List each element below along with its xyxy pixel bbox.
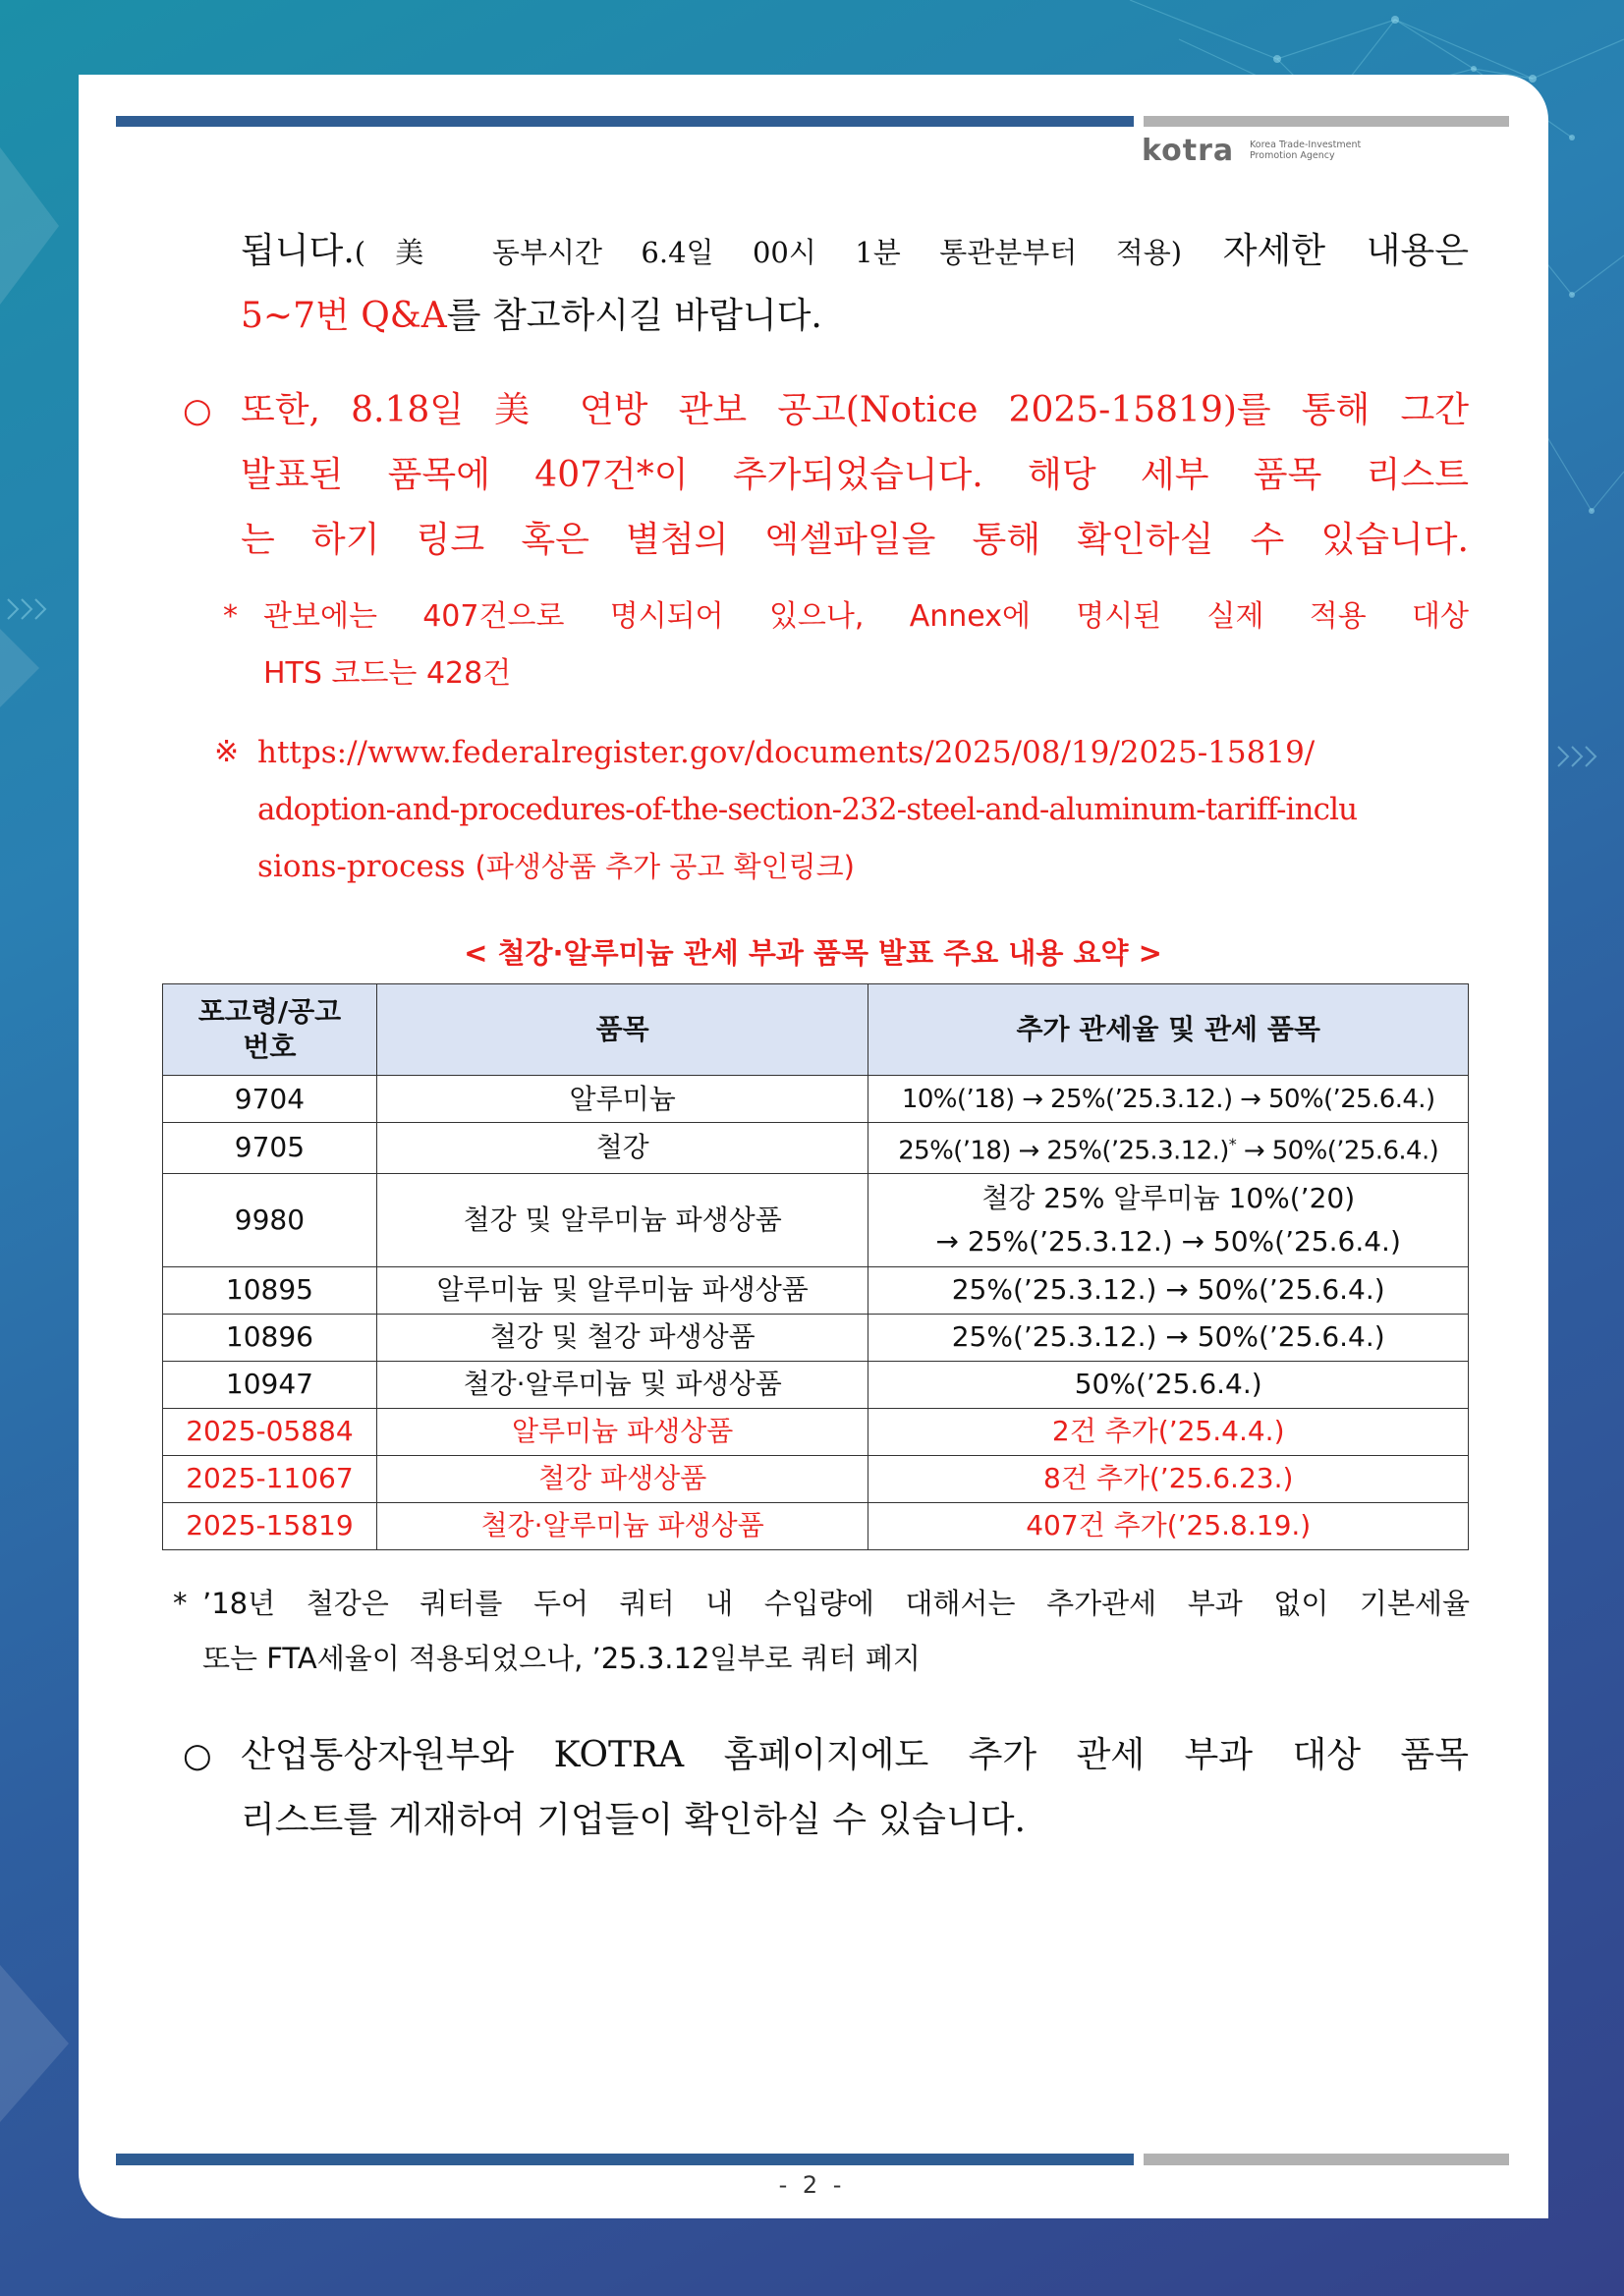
logo-tagline: Korea Trade-Investment Promotion Agency bbox=[1250, 140, 1362, 161]
intro-line-1: 됩니다.(美 동부시간 6.4일 00시 1분 통관분부터 적용) 자세한 내용은 bbox=[241, 231, 1470, 271]
table-row: 9704 알루미늄 10%(’18) → 25%(’25.3.12.) → 50%(’25.6.4.) bbox=[163, 1076, 1469, 1123]
header-proclamation-no: 포고령/공고 번호 bbox=[163, 984, 377, 1076]
footer-rule-gray bbox=[1144, 2154, 1509, 2165]
header-rule-gray bbox=[1144, 116, 1509, 127]
table-title: < 철강·알루미늄 관세 부과 품목 발표 주요 내용 요약 > bbox=[464, 936, 1162, 970]
note-407-line-2: HTS 코드는 428건 bbox=[263, 656, 512, 691]
table-row: 2025-05884 알루미늄 파생상품 2건 추가(’25.4.4.) bbox=[163, 1408, 1469, 1455]
table-row: 10896 철강 및 철강 파생상품 25%(’25.3.12.) → 50%(’25.6.4.) bbox=[163, 1314, 1469, 1361]
footnote-line-2: 또는 FTA세율이 적용되었으나, ’25.3.12일부로 쿼터 폐지 bbox=[202, 1642, 921, 1675]
footnote-mark: * bbox=[173, 1587, 188, 1620]
note-407-line-1: 관보에는 407건으로 명시되어 있으나, Annex에 명시된 실제 적용 대상 bbox=[263, 599, 1469, 634]
federal-register-link-line-1[interactable]: https://www.federalregister.gov/documents/2025/08/19/2025-15819/ bbox=[257, 735, 1316, 770]
footnote-line-1: ’18년 철강은 쿼터를 두어 쿼터 내 수입량에 대해서는 추가관세 부과 없이 기본세율 bbox=[202, 1587, 1470, 1620]
motie-bullet: ○ bbox=[183, 1736, 212, 1775]
table-row: 2025-11067 철강 파생상품 8건 추가(’25.6.23.) bbox=[163, 1455, 1469, 1502]
page-number: - 2 - bbox=[778, 2171, 846, 2199]
header-item: 품목 bbox=[376, 984, 868, 1076]
federal-register-link-tail[interactable]: sions-process bbox=[257, 849, 476, 884]
motie-line-1: 산업통상자원부와 KOTRA 홈페이지에도 추가 관세 부과 대상 품목 bbox=[241, 1735, 1469, 1775]
notice-line-2: 발표된 품목에 407건*이 추가되었습니다. 해당 세부 품목 리스트 bbox=[241, 455, 1469, 495]
logo-wordmark: kotra bbox=[1142, 134, 1235, 168]
link-note-mark: ※ bbox=[214, 735, 240, 769]
notice-bullet: ○ bbox=[183, 391, 212, 430]
header-rate: 추가 관세율 및 관세 품목 bbox=[868, 984, 1469, 1076]
table-row: 9705 철강 25%(’18) → 25%(’25.3.12.)* → 50%(’25.6.4.) bbox=[163, 1123, 1469, 1174]
kotra-logo bbox=[1142, 136, 1387, 169]
table-row: 2025-15819 철강·알루미늄 파생상품 407건 추가(’25.8.19.) bbox=[163, 1502, 1469, 1549]
intro-line-2: 5~7번 Q&A를 참고하시길 바랍니다. bbox=[241, 296, 822, 336]
table-row: 10947 철강·알루미늄 및 파생상품 50%(’25.6.4.) bbox=[163, 1361, 1469, 1408]
table-row: 9980 철강 및 알루미늄 파생상품 철강 25% 알루미늄 10%(’20) → 25%(’25.3.12.) → 50%(’25.6.4.) bbox=[163, 1173, 1469, 1266]
federal-register-link-line-2[interactable]: adoption-and-procedures-of-the-section-232-steel-and-aluminum-tariff-inclu bbox=[257, 792, 1358, 827]
notice-line-1: 또한, 8.18일 美 연방 관보 공고(Notice 2025-15819)를 통해 그간 bbox=[241, 390, 1469, 430]
federal-register-link-line-3: sions-process (파생상품 추가 공고 확인링크) bbox=[257, 849, 855, 884]
table-row: 10895 알루미늄 및 알루미늄 파생상품 25%(’25.3.12.) → 50%(’25.6.4.) bbox=[163, 1266, 1469, 1314]
note-407-mark: * bbox=[223, 599, 238, 634]
notice-line-3: 는 하기 링크 혹은 별첨의 엑셀파일을 통해 확인하실 수 있습니다. bbox=[241, 520, 1469, 560]
header-rule-blue bbox=[116, 116, 1134, 127]
motie-line-2: 리스트를 게재하여 기업들이 확인하실 수 있습니다. bbox=[241, 1800, 1026, 1840]
footer-rule-blue bbox=[116, 2154, 1134, 2165]
table-header-row bbox=[163, 984, 1469, 1076]
tariff-summary-table bbox=[162, 983, 1469, 1550]
